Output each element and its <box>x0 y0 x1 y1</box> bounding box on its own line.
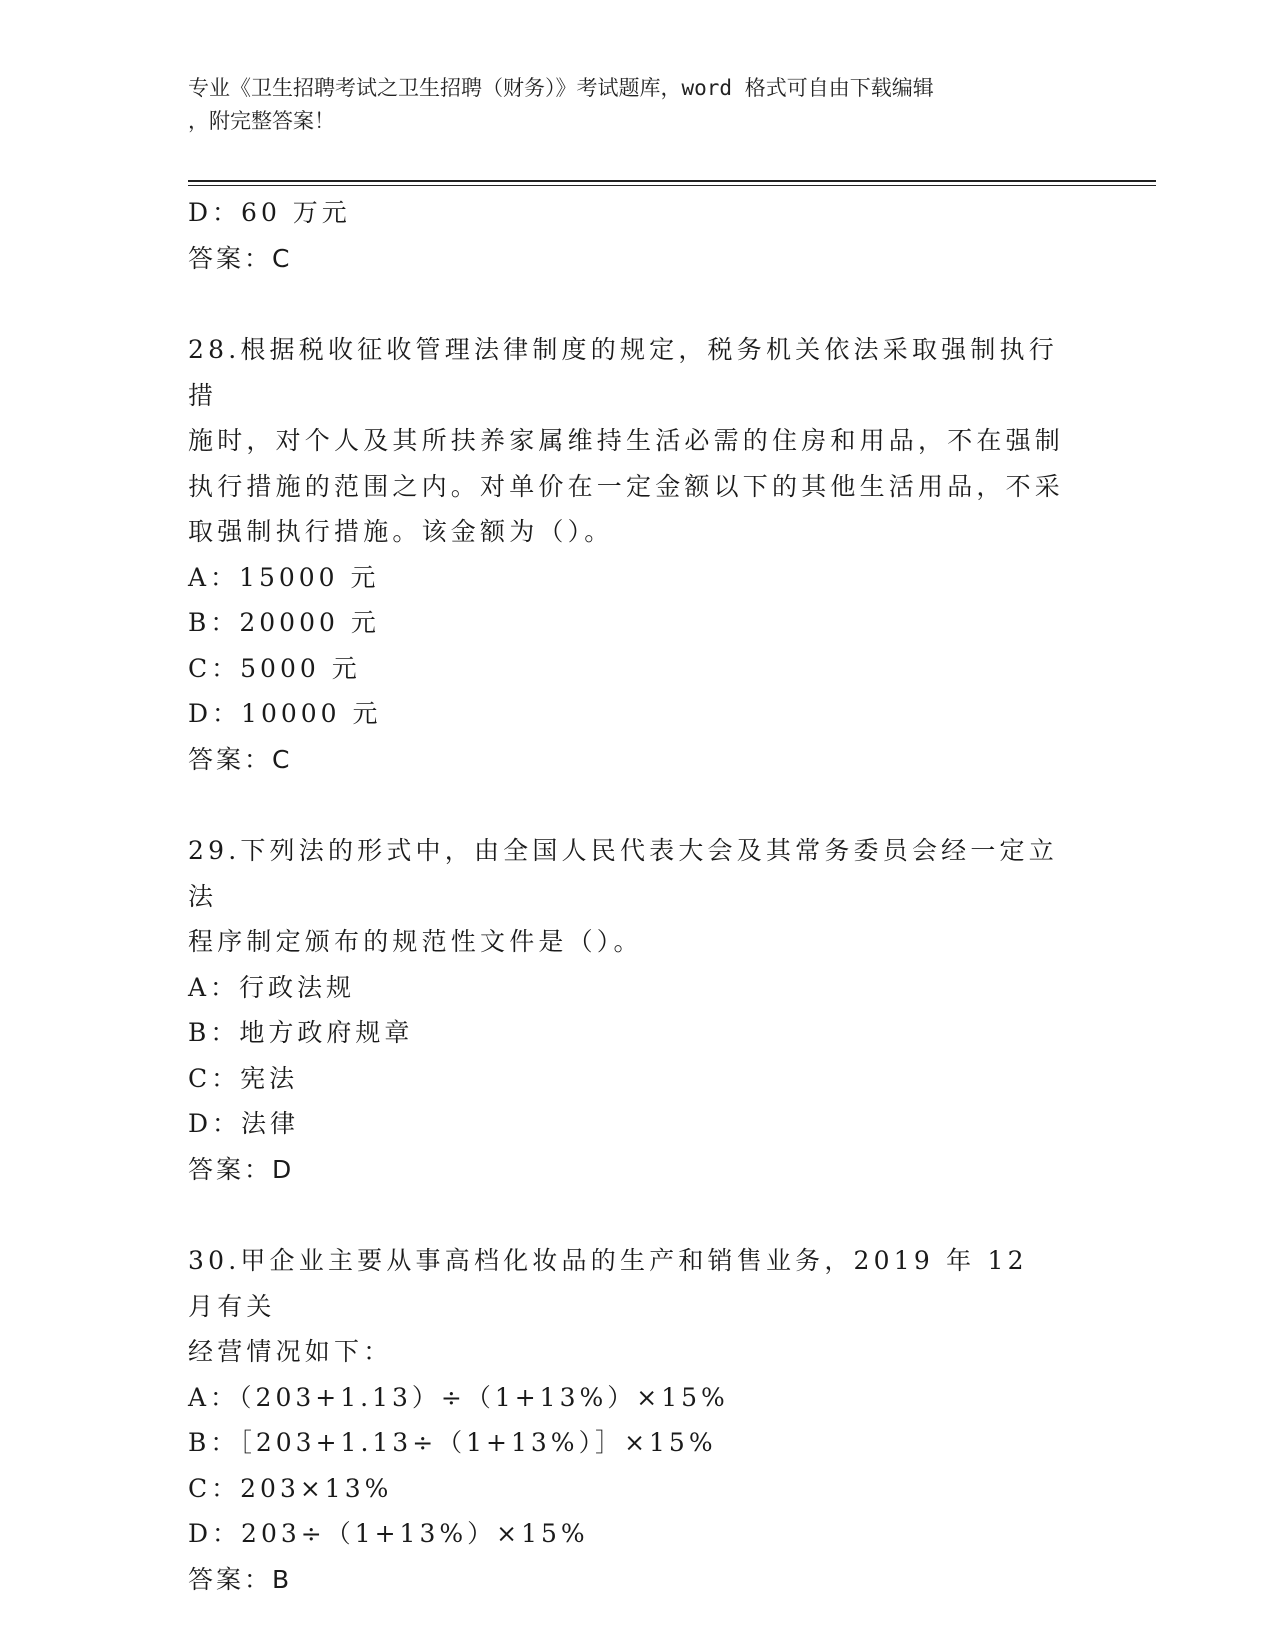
option-c: C：5000 元 <box>188 653 361 683</box>
spacer <box>188 281 1088 327</box>
option-c: C：宪法 <box>188 1063 299 1093</box>
header-line-1: 专业《卫生招聘考试之卫生招聘（财务）》考试题库，word 格式可自由下载编辑 <box>188 76 934 100</box>
question-30 <box>188 1238 1088 1602</box>
question-text <box>188 1238 1068 1375</box>
option-b: B：20000 元 <box>188 608 380 637</box>
header-rule-thick <box>188 180 1156 182</box>
spacer <box>188 782 1088 828</box>
partial-answer: 答案：C <box>188 243 293 273</box>
answer: 答案：B <box>188 1564 293 1594</box>
question-28 <box>188 327 1088 782</box>
spacer <box>188 1192 1088 1238</box>
question-line: 程序制定颁布的规范性文件是（）。 <box>188 927 643 956</box>
question-line: 30.甲企业主要从事高档化妆品的生产和销售业务，2019 年 12 月有关 <box>188 1246 1028 1321</box>
page-header <box>188 72 1088 138</box>
question-line: 施时，对个人及其所扶养家属维持生活必需的住房和用品，不在强制 <box>188 426 1065 455</box>
question-29 <box>188 828 1088 1192</box>
question-line: 29.下列法的形式中，由全国人民代表大会及其常务委员会经一定立法 <box>188 836 1058 911</box>
option-b: B：地方政府规章 <box>188 1018 414 1047</box>
header-rule-thin <box>188 185 1156 186</box>
option-b: B：［203+1.13÷（1+13%）］×15% <box>188 1428 717 1457</box>
question-list <box>188 190 1088 1602</box>
option-c: C：203×13% <box>188 1473 393 1503</box>
question-line: 执行措施的范围之内。对单价在一定金额以下的其他生活用品，不采 <box>188 471 1065 501</box>
answer: 答案：C <box>188 744 293 774</box>
question-text <box>188 828 1068 965</box>
question-line: 经营情况如下： <box>188 1337 393 1366</box>
option-a: A：15000 元 <box>188 562 380 592</box>
answer: 答案：D <box>188 1154 295 1184</box>
header-line-2: ，附完整答案！ <box>188 109 335 133</box>
option-d: D：203÷（1+13%）×15% <box>188 1519 589 1548</box>
question-text <box>188 327 1068 555</box>
question-line: 取强制执行措施。该金额为（）。 <box>188 517 614 546</box>
option-a: A：行政法规 <box>188 972 356 1002</box>
question-line: 28.根据税收征收管理法律制度的规定，税务机关依法采取强制执行措 <box>188 335 1058 410</box>
partial-option-d: D：60 万元 <box>188 198 351 227</box>
option-d: D：法律 <box>188 1109 300 1138</box>
option-a: A：（203+1.13）÷（1+13%）×15% <box>188 1382 729 1412</box>
option-d: D：10000 元 <box>188 699 382 728</box>
